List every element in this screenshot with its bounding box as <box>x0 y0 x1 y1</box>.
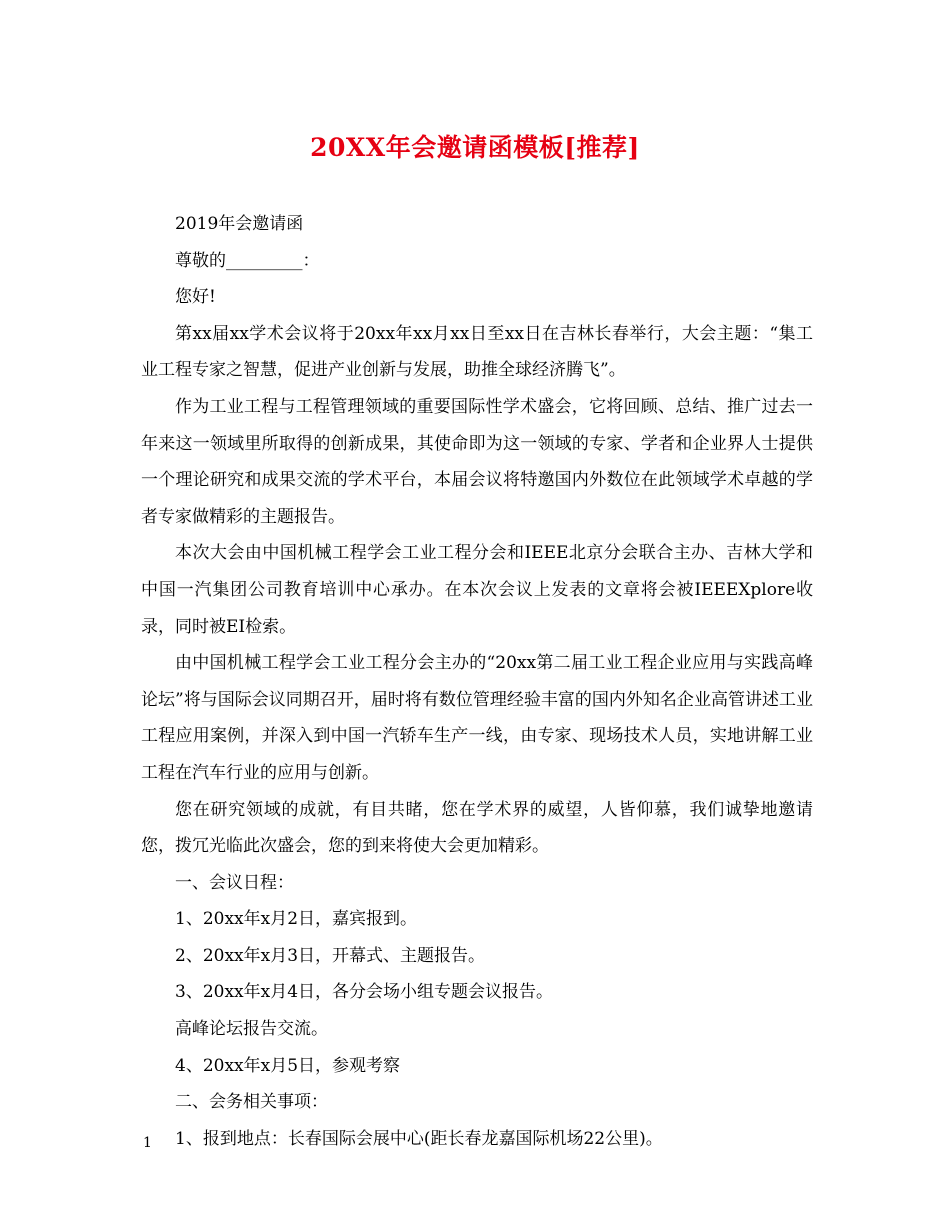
schedule-item: 高峰论坛报告交流。 <box>175 1019 328 1040</box>
schedule-item: 4、20xx年x月5日，参观考察 <box>175 1055 401 1076</box>
salutation: 尊敬的_________： <box>175 250 320 271</box>
section-heading-schedule: 一、会议日程： <box>175 872 294 893</box>
schedule-item: 2、20xx年x月3日，开幕式、主题报告。 <box>175 945 486 966</box>
heading-invitation: 2019年会邀请函 <box>175 214 304 234</box>
schedule-item: 1、20xx年x月2日，嘉宾报到。 <box>175 909 418 930</box>
greeting: 您好! <box>175 287 216 308</box>
section-heading-affairs: 二、会务相关事项： <box>175 1092 328 1113</box>
paragraph-organizers: 本次大会由中国机械工程学会工业工程分会和IEEE北京分会联合主办、吉林大学和中国一汽集团公司教育培训中心承办。在本次会议上发表的文章将会被IEEEXplore收录，同时被EI检索。 <box>141 543 813 637</box>
schedule-item: 3、20xx年x月4日，各分会场小组专题会议报告。 <box>175 982 554 1003</box>
affairs-item: 1、报到地点：长春国际会展中心(距长春龙嘉国际机场22公里)。 <box>175 1128 663 1149</box>
paragraph-invitation: 您在研究领域的成就，有目共睹，您在学术界的威望，人皆仰慕，我们诚挚地邀请您，拨冗光临此次盛会，您的到来将使大会更加精彩。 <box>141 799 813 857</box>
page-number: 1 <box>143 1135 152 1151</box>
document-body <box>141 206 813 1157</box>
paragraph-conference-theme: 第xx届xx学术会议将于20xx年xx月xx日至xx日在吉林长春举行，大会主题：“集工业工程专家之智慧，促进产业创新与发展，助推全球经济腾飞”。 <box>141 323 813 381</box>
paragraph-conference-mission: 作为工业工程与工程管理领域的重要国际性学术盛会，它将回顾、总结、推广过去一年来这一领域里所取得的创新成果，其使命即为这一领域的专家、学者和企业界人士提供一个理论研究和成果交流的学术平台，本届会议将特邀国内外数位在此领域学术卓越的学者专家做精彩的主题报告。 <box>141 396 813 527</box>
page-title: 20XX年会邀请函模板[推荐] <box>310 133 640 162</box>
paragraph-forum: 由中国机械工程学会工业工程分会主办的“20xx第二届工业工程企业应用与实践高峰论坛”将与国际会议同期召开，届时将有数位管理经验丰富的国内外知名企业高管讲述工业工程应用案例，并深入到中国一汽轿车生产一线，由专家、现场技术人员，实地讲解工业工程在汽车行业的应用与创新。 <box>141 653 813 783</box>
